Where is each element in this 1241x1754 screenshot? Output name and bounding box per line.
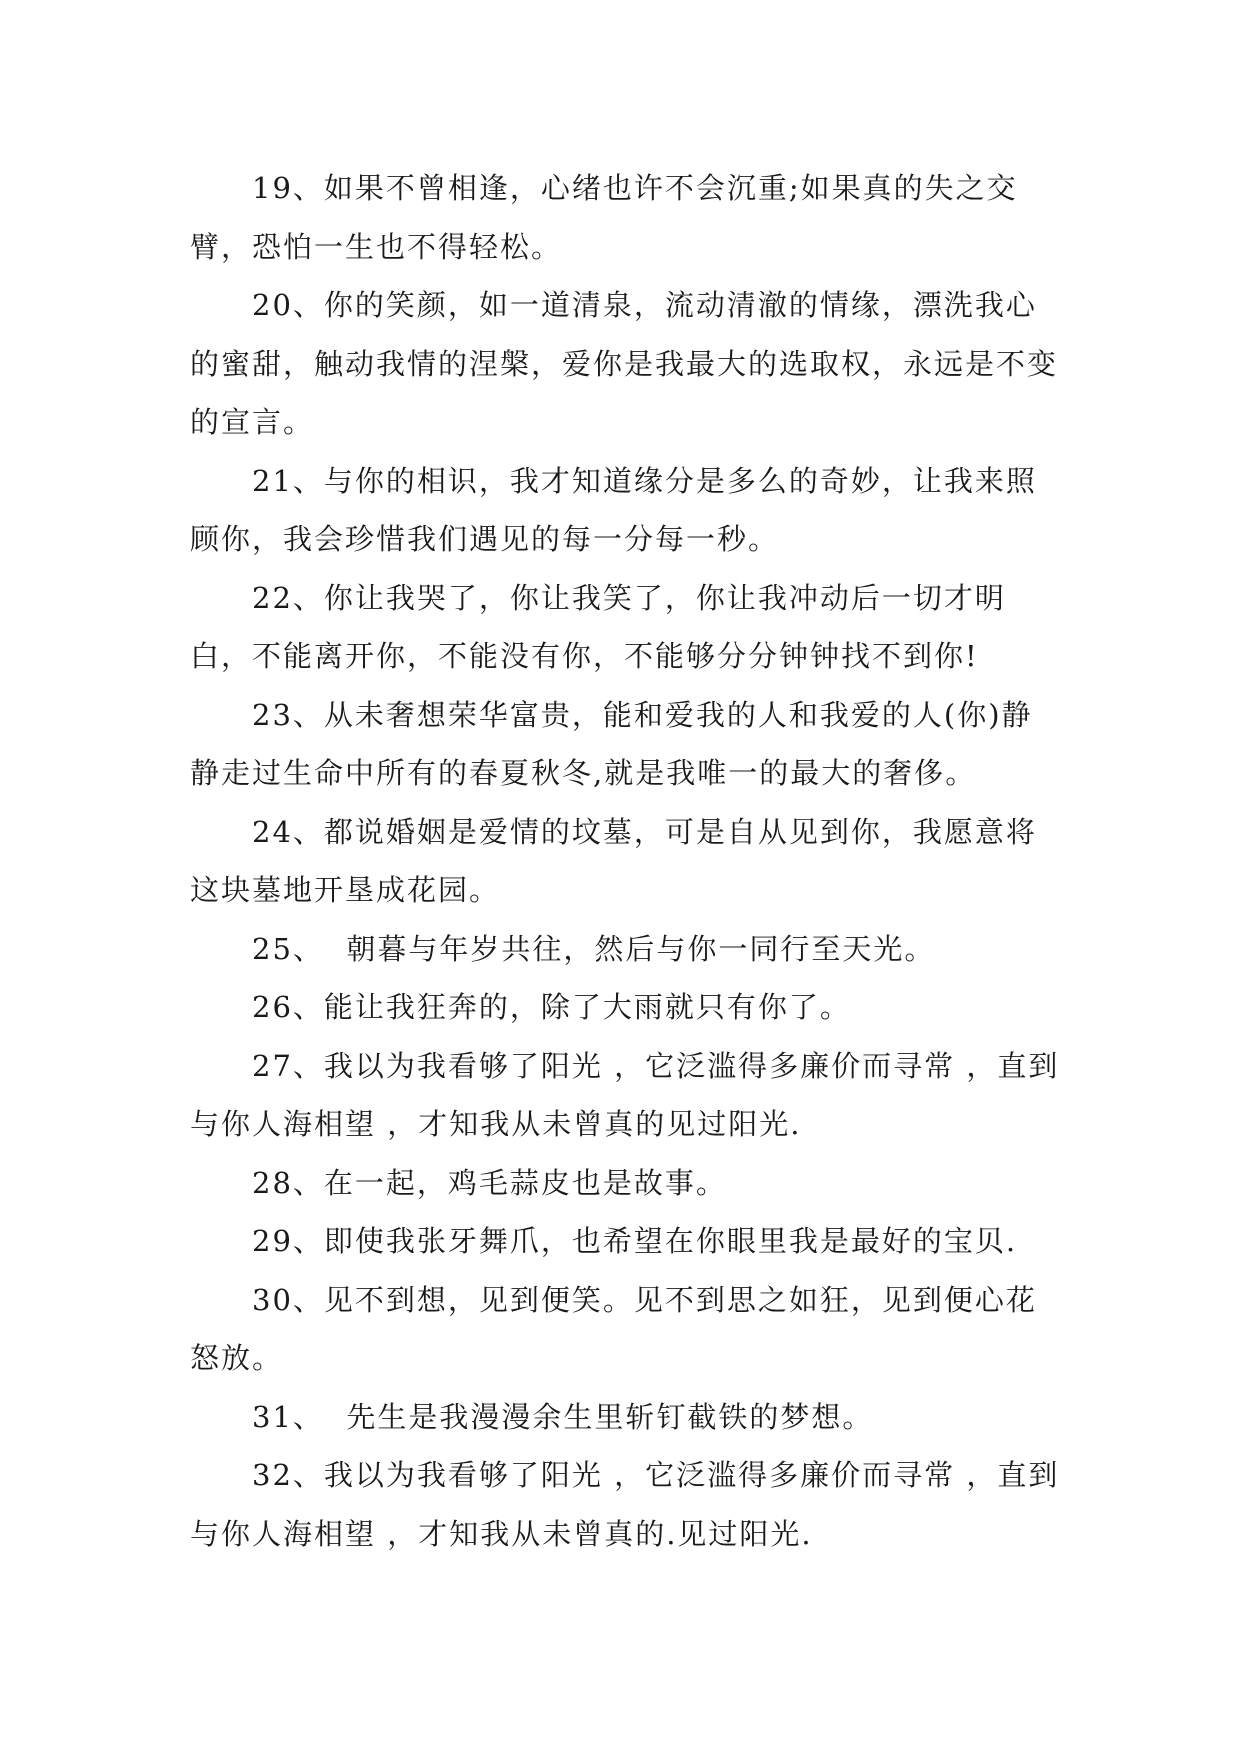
- paragraph-31: 31、 先生是我漫漫余生里斩钉截铁的梦想。: [252, 1399, 874, 1434]
- paragraph-21: 21、与你的相识，我才知道缘分是多么的奇妙，让我来照顾你，我会珍惜我们遇见的每一分每一秒。: [190, 463, 1037, 556]
- paragraph-23: 23、从未奢想荣华富贵，能和爱我的人和我爱的人(你)静静走过生命中所有的春夏秋冬,就是我唯一的最大的奢侈。: [190, 697, 1033, 790]
- paragraph-32: 32、我以为我看够了阳光 ，它泛滥得多廉价而寻常 ，直到与你人海相望 ，才知我从未曾真的.见过阳光.: [190, 1458, 1060, 1551]
- paragraph-30: 30、见不到想，见到便笑。见不到思之如狂，见到便心花怒放。: [190, 1282, 1037, 1375]
- paragraph-25: 25、 朝暮与年岁共往，然后与你一同行至天光。: [252, 931, 936, 966]
- document-body: [190, 159, 1060, 1563]
- paragraph-22: 22、你让我哭了，你让我笑了，你让我冲动后一切才明白，不能离开你，不能没有你，不能够分分钟钟找不到你!: [190, 580, 1006, 673]
- paragraph-28: 28、在一起，鸡毛蒜皮也是故事。: [252, 1165, 727, 1200]
- paragraph-24: 24、都说婚姻是爱情的坟墓，可是自从见到你，我愿意将这块墓地开垦成花园。: [190, 814, 1037, 907]
- paragraph-19: 19、如果不曾相逢，心绪也许不会沉重;如果真的失之交臂，恐怕一生也不得轻松。: [190, 171, 1018, 264]
- paragraph-27: 27、我以为我看够了阳光 ，它泛滥得多廉价而寻常 ，直到与你人海相望 ，才知我从未曾真的见过阳光.: [190, 1048, 1060, 1141]
- paragraph-26: 26、能让我狂奔的，除了大雨就只有你了。: [252, 990, 851, 1024]
- paragraph-29: 29、即使我张牙舞爪，也希望在你眼里我是最好的宝贝.: [252, 1224, 1018, 1258]
- paragraph-20: 20、你的笑颜，如一道清泉，流动清澈的情缘，漂洗我心的蜜甜，触动我情的涅槃，爱你是我最大的选取权，永远是不变的宣言。: [190, 288, 1059, 439]
